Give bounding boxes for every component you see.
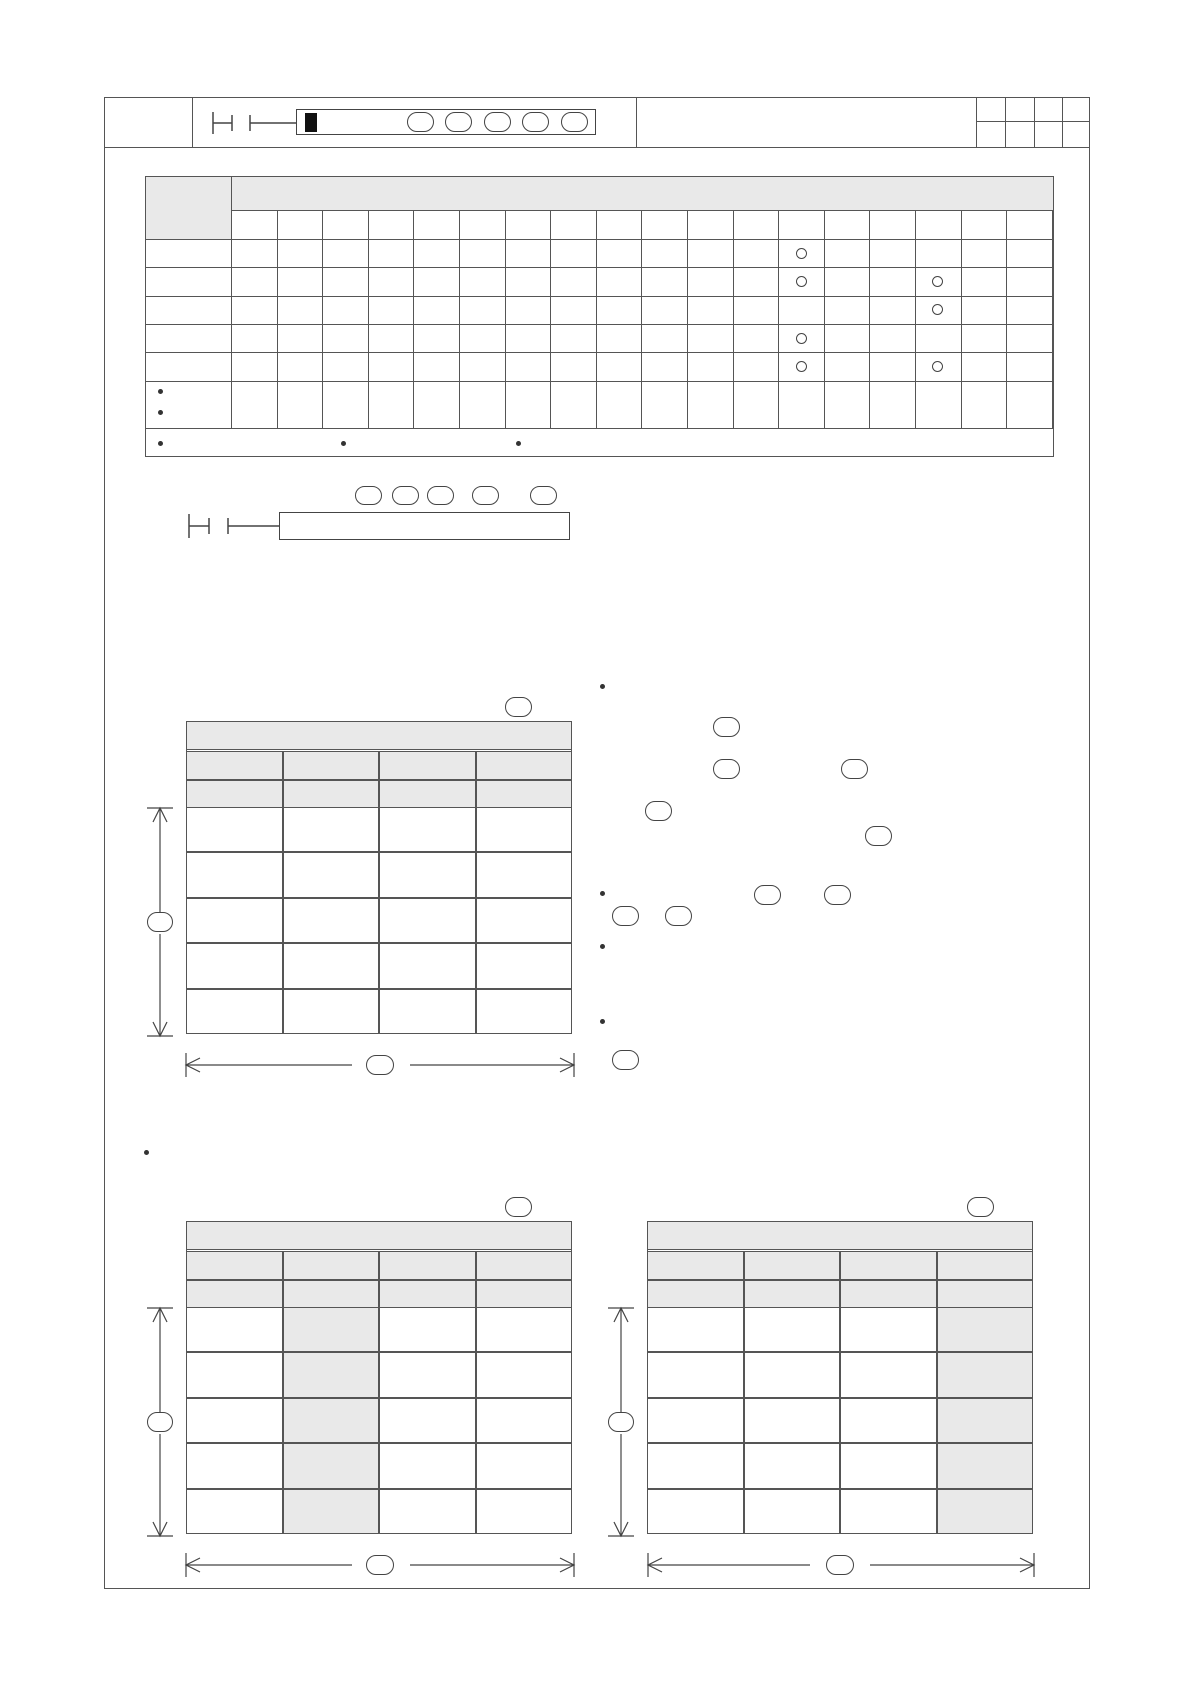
bottom-left-matrix-data-cell [186, 1352, 283, 1397]
explain-oval-4 [645, 801, 672, 821]
ladder-operand-oval-1 [355, 486, 382, 505]
bottom-left-matrix-header-cell [476, 1280, 573, 1308]
operand-table-column-line [915, 210, 916, 428]
operand-table-column-line [413, 210, 414, 428]
explain-bullet-1 [600, 684, 605, 689]
operand-table-column-line [459, 210, 460, 428]
bottom-right-matrix-data-cell [744, 1398, 841, 1443]
example-matrix-data-cell [186, 807, 283, 852]
operand-table-column-line [687, 210, 688, 428]
note-bullet-1 [158, 389, 163, 394]
bottom-right-matrix-data-cell [937, 1443, 1034, 1488]
example-matrix-data-cell [379, 852, 476, 897]
bottom-left-matrix-header-cell [283, 1280, 380, 1308]
bottom-right-matrix-header-cell [937, 1280, 1034, 1308]
operand-table-column-line [869, 210, 870, 428]
bottom-left-matrix-data-cell [379, 1489, 476, 1534]
operand-table-column-line [550, 210, 551, 428]
operand-table-column-line [1006, 210, 1007, 428]
example-matrix-header-cell [476, 780, 573, 808]
usage-mark-circle-icon [796, 361, 807, 372]
example-matrix-data-cell [476, 807, 573, 852]
example-matrix-header-cell [186, 780, 283, 808]
bottom-right-matrix-data-cell [744, 1307, 841, 1352]
usage-mark-circle-icon [796, 333, 807, 344]
explain-bullet-3 [600, 944, 605, 949]
explain-oval-5 [865, 826, 892, 846]
operand-table-row-line [145, 324, 1054, 325]
example-height-oval [147, 912, 173, 932]
operand-table-row-line [145, 267, 1054, 268]
explain-oval-9 [665, 906, 692, 926]
header-flag-midline [976, 121, 1090, 122]
bottom-left-matrix-data-cell [379, 1352, 476, 1397]
execution-cursor-icon [305, 113, 317, 132]
bottom-left-height-oval [147, 1412, 173, 1432]
bottom-left-matrix-data-cell [476, 1307, 573, 1352]
header-divider-2 [636, 97, 637, 147]
example-matrix-data-cell [283, 852, 380, 897]
bottom-left-matrix-header-cell [186, 1251, 283, 1280]
bottom-left-matrix-data-cell [186, 1489, 283, 1534]
header-divider-1 [192, 97, 193, 147]
bottom-right-matrix-header-cell [744, 1280, 841, 1308]
lower-section-bullet [144, 1150, 149, 1155]
bottom-right-matrix-data-cell [937, 1352, 1034, 1397]
operand-table-row-line [145, 296, 1054, 297]
bottom-left-matrix-header-cell [186, 1280, 283, 1308]
header-operand-oval-4 [522, 112, 549, 132]
header-operand-oval-2 [445, 112, 472, 132]
bottom-right-matrix-data-cell [647, 1307, 744, 1352]
bottom-right-matrix-data-cell [647, 1489, 744, 1534]
note-bullet-4 [341, 441, 346, 446]
example-matrix-data-cell [283, 807, 380, 852]
bottom-left-matrix-data-cell [186, 1443, 283, 1488]
bottom-right-matrix-data-cell [744, 1489, 841, 1534]
bottom-right-matrix-header-cell [744, 1251, 841, 1280]
operand-table-column-line [505, 210, 506, 428]
header-operand-oval-5 [561, 112, 588, 132]
bottom-right-label-oval [967, 1197, 994, 1217]
explain-oval-2 [713, 759, 740, 779]
explain-oval-6 [754, 885, 781, 905]
bottom-right-height-oval [608, 1412, 634, 1432]
example-matrix-data-cell [379, 807, 476, 852]
example-matrix-data-cell [283, 898, 380, 943]
example-matrix-header-cell [379, 780, 476, 808]
example-matrix-data-cell [283, 943, 380, 988]
operand-table-column-line [961, 210, 962, 428]
operand-table-row-line [145, 239, 1054, 240]
explain-oval-10 [612, 1050, 639, 1070]
bottom-left-label-oval [505, 1197, 532, 1217]
example-matrix-header-cell [476, 751, 573, 780]
bottom-right-matrix-header-cell [937, 1251, 1034, 1280]
bottom-left-matrix-data-cell [283, 1443, 380, 1488]
bottom-left-matrix-data-cell [283, 1489, 380, 1534]
operand-table [145, 176, 1054, 457]
header-operand-oval-1 [407, 112, 434, 132]
bottom-left-width-oval [366, 1555, 394, 1575]
bottom-right-matrix-data-cell [840, 1352, 937, 1397]
operand-table-column-line [231, 176, 232, 428]
bottom-right-matrix-data-cell [647, 1443, 744, 1488]
explain-bullet-2 [600, 891, 605, 896]
explain-oval-3 [841, 759, 868, 779]
note-bullet-2 [158, 410, 163, 415]
bottom-left-matrix-data-cell [379, 1443, 476, 1488]
operand-table-column-line [778, 210, 779, 428]
explain-oval-7 [824, 885, 851, 905]
operand-table-column-line [277, 210, 278, 428]
example-matrix-data-cell [379, 943, 476, 988]
bottom-left-matrix-title-band [187, 1222, 571, 1250]
operand-table-row-line [231, 210, 1054, 211]
bottom-left-matrix-data-cell [476, 1489, 573, 1534]
bottom-left-matrix-data-cell [283, 1352, 380, 1397]
ladder-operand-oval-3 [427, 486, 454, 505]
explain-bullet-4 [600, 1019, 605, 1024]
usage-mark-circle-icon [796, 248, 807, 259]
example-matrix-data-cell [379, 989, 476, 1034]
explain-oval-1 [713, 717, 740, 737]
example-matrix-data-cell [379, 898, 476, 943]
example-matrix-data-cell [186, 852, 283, 897]
explain-oval-8 [612, 906, 639, 926]
operand-table-column-line [368, 210, 369, 428]
bottom-right-matrix-data-cell [840, 1489, 937, 1534]
bottom-right-matrix-data-cell [647, 1352, 744, 1397]
operand-table-row-line [145, 381, 1054, 382]
bottom-left-matrix-data-cell [379, 1307, 476, 1352]
example-matrix-title-band [187, 722, 571, 750]
bottom-left-matrix-data-cell [283, 1398, 380, 1443]
example-matrix-data-cell [186, 989, 283, 1034]
bottom-left-matrix-data-cell [283, 1307, 380, 1352]
header-contact-icon [210, 110, 300, 136]
bottom-right-matrix-data-cell [937, 1398, 1034, 1443]
operand-table-corner-header [146, 177, 231, 239]
example-matrix-label-oval [505, 697, 532, 717]
example-matrix-header-cell [186, 751, 283, 780]
example-matrix-header-cell [283, 780, 380, 808]
bottom-right-matrix-data-cell [937, 1307, 1034, 1352]
example-matrix-data-cell [476, 898, 573, 943]
example-matrix-header-cell [379, 751, 476, 780]
operand-table-column-line [733, 210, 734, 428]
ladder-operand-oval-2 [392, 486, 419, 505]
operand-table-column-line [1052, 210, 1053, 428]
bottom-right-matrix-header-cell [840, 1251, 937, 1280]
bottom-left-matrix-header-cell [379, 1251, 476, 1280]
example-matrix-data-cell [186, 943, 283, 988]
bottom-right-matrix-data-cell [840, 1398, 937, 1443]
usage-mark-circle-icon [796, 276, 807, 287]
example-matrix-data-cell [476, 943, 573, 988]
bottom-right-matrix-data-cell [744, 1443, 841, 1488]
bottom-right-matrix-data-cell [840, 1443, 937, 1488]
bottom-left-matrix-data-cell [379, 1398, 476, 1443]
bottom-right-matrix-data-cell [744, 1352, 841, 1397]
bottom-left-matrix-data-cell [476, 1398, 573, 1443]
note-bullet-5 [516, 441, 521, 446]
example-matrix-data-cell [476, 989, 573, 1034]
header-bottom-rule [104, 147, 1090, 148]
operand-table-column-line [596, 210, 597, 428]
operand-table-row-line [145, 352, 1054, 353]
operand-table-column-line [824, 210, 825, 428]
ladder-operand-oval-4 [472, 486, 499, 505]
bottom-left-matrix-data-cell [186, 1398, 283, 1443]
bottom-right-width-oval [826, 1555, 854, 1575]
operand-table-column-line [322, 210, 323, 428]
bottom-left-matrix-data-cell [476, 1443, 573, 1488]
bottom-right-matrix-header-cell [647, 1251, 744, 1280]
ladder-instruction-box [279, 512, 570, 540]
operand-table-column-line [641, 210, 642, 428]
bottom-right-matrix-header-cell [840, 1280, 937, 1308]
example-matrix-header-cell [283, 751, 380, 780]
bottom-right-matrix-data-cell [840, 1307, 937, 1352]
bottom-right-matrix-title-band [648, 1222, 1032, 1250]
bottom-right-matrix-header-cell [647, 1280, 744, 1308]
ladder-operand-oval-5 [530, 486, 557, 505]
bottom-left-matrix-data-cell [186, 1307, 283, 1352]
bottom-right-matrix-data-cell [647, 1398, 744, 1443]
bottom-left-matrix-header-cell [476, 1251, 573, 1280]
bottom-left-matrix-data-cell [476, 1352, 573, 1397]
bottom-left-matrix-header-cell [283, 1251, 380, 1280]
operand-table-group-header [232, 177, 1053, 210]
example-matrix-data-cell [476, 852, 573, 897]
ladder-contact-icon [186, 512, 282, 540]
header-operand-oval-3 [484, 112, 511, 132]
example-matrix-data-cell [283, 989, 380, 1034]
example-width-oval [366, 1055, 394, 1075]
example-matrix-data-cell [186, 898, 283, 943]
operand-notes-divider [145, 428, 1054, 429]
note-bullet-3 [158, 441, 163, 446]
bottom-right-matrix-data-cell [937, 1489, 1034, 1534]
bottom-left-matrix-header-cell [379, 1280, 476, 1308]
